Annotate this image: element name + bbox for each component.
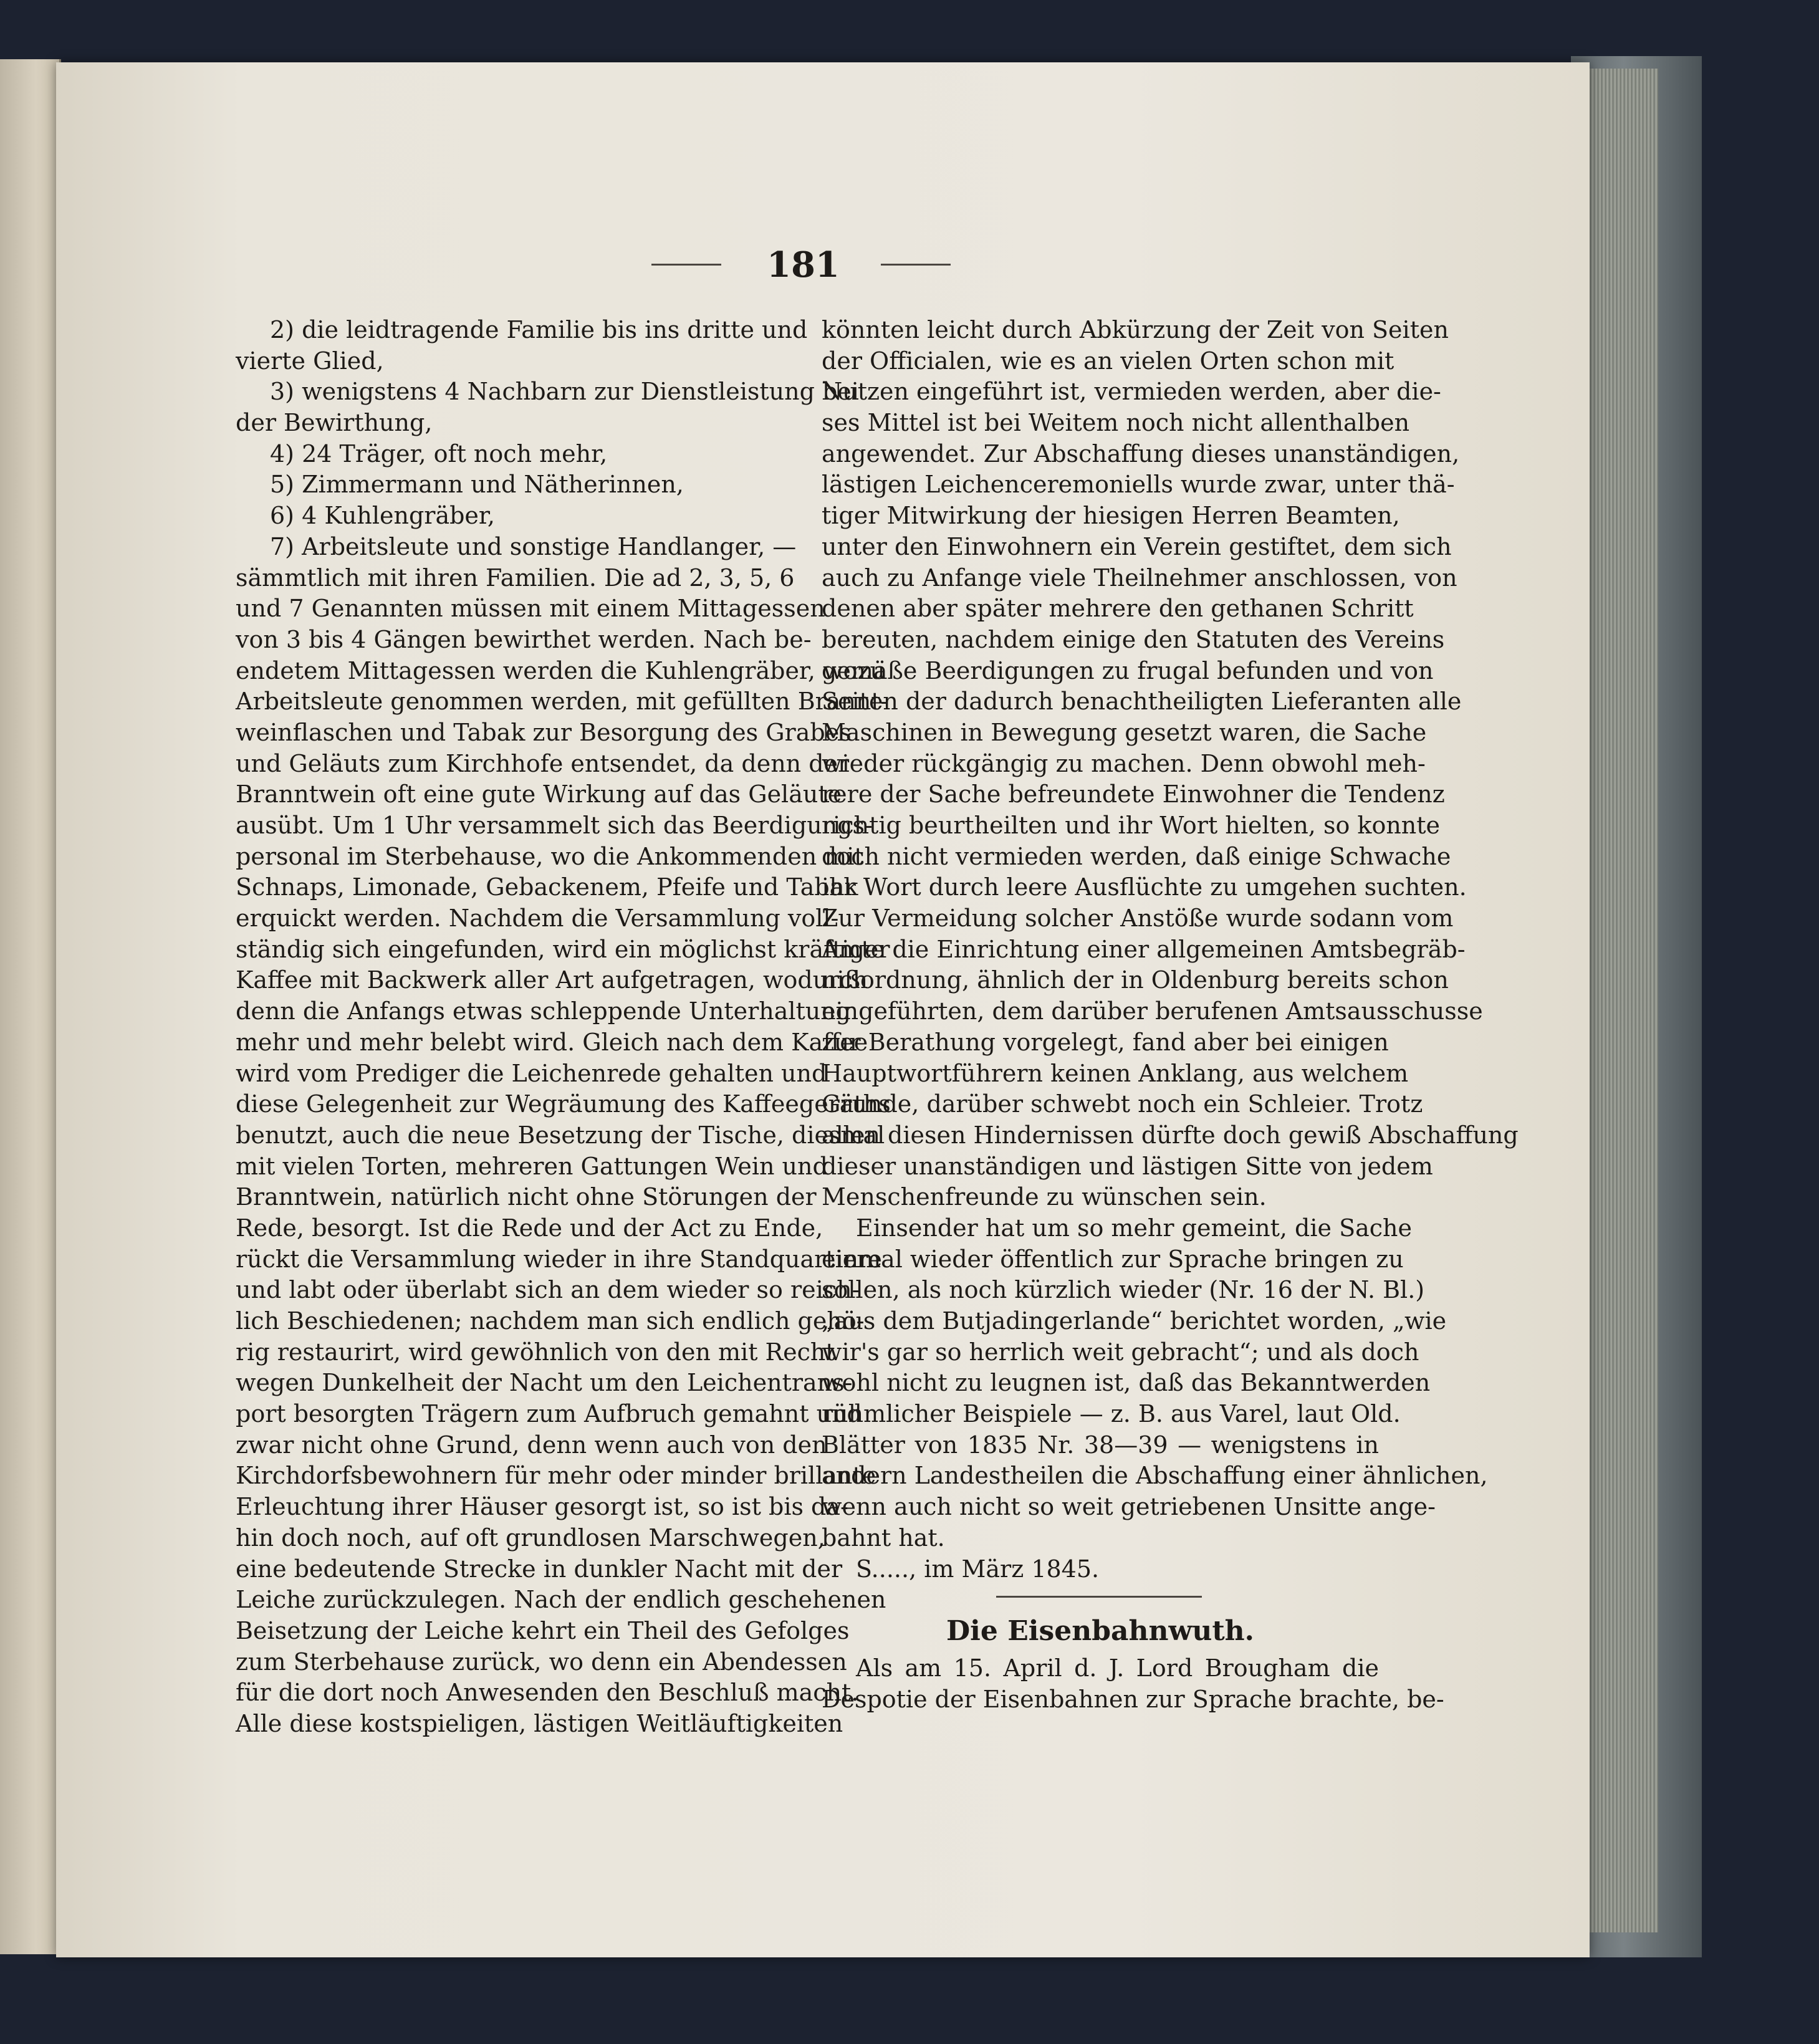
text-line: personal im Sterbehause, wo die Ankommenden mit — [236, 842, 864, 870]
text-line: rühmlicher Beispiele — z. B. aus Varel, laut Old. — [822, 1400, 1401, 1428]
text-line: denen aber später mehrere den gethanen Schritt — [822, 595, 1414, 623]
text-line: auch zu Anfange viele Theilnehmer anschlossen, von — [822, 564, 1457, 592]
text-line: Blätter von 1835 Nr. 38—39 — wenigstens in — [822, 1431, 1379, 1459]
text-line: wegen Dunkelheit der Nacht um den Leichentrans- — [236, 1369, 853, 1397]
text-line: nißordnung, ähnlich der in Oldenburg bereits schon — [822, 966, 1449, 994]
text-line: richtig beurtheilten und ihr Wort hielten, so konnte — [822, 812, 1441, 839]
page-number: 181 — [767, 244, 840, 285]
text-line: wenn auch nicht so weit getriebenen Unsitte ange- — [822, 1493, 1436, 1521]
text-line: von 3 bis 4 Gängen bewirthet werden. Nach be- — [236, 625, 812, 653]
text-line: Grunde, darüber schwebt noch ein Schleier. Trotz — [822, 1090, 1423, 1118]
text-line: „aus dem Butjadingerlande“ berichtet worden, „wie — [822, 1307, 1447, 1335]
text-line: zur Berathung vorgelegt, fand aber bei einigen — [822, 1028, 1389, 1056]
text-line: Zur Vermeidung solcher Anstöße wurde sodann vom — [822, 904, 1454, 933]
text-line: eine bedeutende Strecke in dunkler Nacht mit der — [236, 1555, 843, 1583]
text-line: wohl nicht zu leugnen ist, daß das Bekanntwerden — [822, 1369, 1431, 1397]
text-line: allen diesen Hindernissen dürfte doch gewiß Abschaffung — [822, 1121, 1519, 1149]
text-line: diese Gelegenheit zur Wegräumung des Kaffeegeräths — [236, 1090, 891, 1118]
left-page-edge — [0, 59, 61, 1954]
text-line: Einsender hat um so mehr gemeint, die Sache — [856, 1214, 1413, 1242]
text-line: rere der Sache befreundete Einwohner die Tendenz — [822, 780, 1445, 808]
text-line: eingeführten, dem darüber berufenen Amtsausschusse — [822, 997, 1483, 1025]
text-line: tiger Mitwirkung der hiesigen Herren Beamten, — [822, 502, 1400, 530]
text-line: wieder rückgängig zu machen. Denn obwohl meh- — [822, 749, 1426, 777]
text-line: 6) 4 Kuhlengräber, — [270, 502, 495, 530]
text-line: Erleuchtung ihrer Häuser gesorgt ist, so ist bis da- — [236, 1493, 848, 1521]
text-line: weinflaschen und Tabak zur Besorgung des Grabes — [236, 718, 852, 746]
text-line: denn die Anfangs etwas schleppende Unterhaltung — [236, 997, 852, 1025]
text-line: wir's gar so herrlich weit gebracht“; und als doch — [822, 1338, 1419, 1366]
text-line: 5) Zimmermann und Nätherinnen, — [270, 471, 684, 499]
text-line: Amte die Einrichtung einer allgemeinen Amtsbegräb- — [822, 935, 1466, 963]
text-line: zum Sterbehause zurück, wo denn ein Abendessen — [236, 1648, 847, 1676]
text-line: Kaffee mit Backwerk aller Art aufgetragen, wodurch — [236, 966, 868, 994]
text-line: Branntwein, natürlich nicht ohne Störungen der — [236, 1183, 817, 1211]
text-line: ständig sich eingefunden, wird ein möglichst kräftiger — [236, 935, 890, 963]
text-line: ses Mittel ist bei Weitem noch nicht allenthalben — [822, 409, 1410, 437]
text-line: Seiten der dadurch benachtheiligten Lieferanten alle — [822, 688, 1462, 716]
text-line: Maschinen in Bewegung gesetzt waren, die Sache — [822, 718, 1427, 746]
text-line: 7) Arbeitsleute und sonstige Handlanger, — — [270, 532, 797, 560]
text-line: rückt die Versammlung wieder in ihre Standquartiere — [236, 1245, 882, 1273]
text-line: Hauptwortführern keinen Anklang, aus welchem — [822, 1059, 1409, 1087]
text-line: sämmtlich mit ihren Familien. Die ad 2, 3, 5, 6 — [236, 564, 795, 592]
text-line: Branntwein oft eine gute Wirkung auf das Geläute — [236, 780, 842, 808]
header-rule-right — [881, 264, 951, 266]
text-line: gemäße Beerdigungen zu frugal befunden und von — [822, 656, 1434, 684]
text-line: lich Beschiedenen; nachdem man sich endlich gehö- — [236, 1307, 865, 1335]
text-line: lästigen Leichenceremoniells wurde zwar, unter thä- — [822, 471, 1455, 499]
page-edges — [1583, 69, 1658, 1932]
text-line: der Officialen, wie es an vielen Orten schon mit — [822, 347, 1394, 375]
text-line: ihr Wort durch leere Ausflüchte zu umgehen suchten. — [822, 873, 1467, 901]
text-line: mit vielen Torten, mehreren Gattungen Wein und — [236, 1152, 828, 1180]
text-line: andern Landestheilen die Abschaffung einer ähnlichen, — [822, 1462, 1488, 1490]
text-line: angewendet. Zur Abschaffung dieses unanständigen, — [822, 439, 1460, 468]
text-line: Menschenfreunde zu wünschen sein. — [822, 1183, 1267, 1211]
text-line: Kirchdorfsbewohnern für mehr oder minder brillante — [236, 1462, 876, 1490]
text-line: dieser unanständigen und lästigen Sitte von jedem — [822, 1152, 1433, 1180]
text-line: Beisetzung der Leiche kehrt ein Theil des Gefolges — [236, 1616, 850, 1644]
text-line: 2) die leidtragende Familie bis ins dritte und — [270, 316, 808, 343]
text-line: Arbeitsleute genommen werden, mit gefüllten Brannt- — [236, 688, 889, 716]
section-divider — [822, 1585, 1379, 1610]
text-line: doch nicht vermieden werden, daß einige Schwache — [822, 842, 1451, 870]
text-line: hin doch noch, auf oft grundlosen Marschwegen, — [236, 1523, 825, 1552]
text-line: 3) wenigstens 4 Nachbarn zur Dienstleistung bei — [270, 378, 859, 406]
text-line: endetem Mittagessen werden die Kuhlengräber, wozu — [236, 656, 885, 684]
text-line: und labt oder überlabt sich an dem wieder so reich- — [236, 1276, 860, 1304]
text-line: 4) 24 Träger, oft noch mehr, — [270, 439, 608, 468]
text-line: vierte Glied, — [236, 347, 384, 375]
text-line: wird vom Prediger die Leichenrede gehalten und — [236, 1059, 827, 1087]
text-line: benutzt, auch die neue Besetzung der Tische, diesmal — [236, 1121, 885, 1149]
text-line: Alle diese kostspieligen, lästigen Weitläuftigkeiten — [236, 1709, 843, 1737]
text-line: ausübt. Um 1 Uhr versammelt sich das Beerdigungs- — [236, 812, 873, 839]
article-title: Die Eisenbahnwuth. — [946, 1615, 1254, 1648]
text-line: Leiche zurückzulegen. Nach der endlich geschehenen — [236, 1586, 886, 1614]
text-line: und Geläuts zum Kirchhofe entsendet, da denn der — [236, 749, 850, 777]
text-line: sollen, als noch kürzlich wieder (Nr. 16 der N. Bl.) — [822, 1276, 1425, 1304]
header-rule-left — [651, 264, 721, 266]
signature: S....., im März 1845. — [856, 1555, 1100, 1583]
text-line: bahnt hat. — [822, 1523, 945, 1552]
text-line: Despotie der Eisenbahnen zur Sprache brachte, be- — [822, 1685, 1444, 1713]
text-line: unter den Einwohnern ein Verein gestiftet, dem sich — [822, 532, 1452, 560]
text-line: Rede, besorgt. Ist die Rede und der Act zu Ende, — [236, 1214, 823, 1242]
right-column — [822, 315, 1519, 1715]
text-line: für die dort noch Anwesenden den Beschluß macht. — [236, 1679, 859, 1707]
text-line: mehr und mehr belebt wird. Gleich nach dem Kaffee — [236, 1028, 868, 1056]
text-line: rig restaurirt, wird gewöhnlich von den mit Recht — [236, 1338, 835, 1366]
text-line: port besorgten Trägern zum Aufbruch gemahnt und — [236, 1400, 862, 1428]
text-line: Als am 15. April d. J. Lord Brougham die — [856, 1654, 1379, 1682]
text-line: könnten leicht durch Abkürzung der Zeit von Seiten — [822, 316, 1449, 343]
text-line: und 7 Genannten müssen mit einem Mittagessen — [236, 595, 825, 623]
text-line: Nutzen eingeführt ist, vermieden werden, aber die- — [822, 378, 1441, 406]
text-line: erquickt werden. Nachdem die Versammlung voll- — [236, 904, 839, 933]
text-line: Schnaps, Limonade, Gebackenem, Pfeife und Tabak — [236, 873, 858, 901]
text-line: der Bewirthung, — [236, 409, 433, 437]
text-line: zwar nicht ohne Grund, denn wenn auch von den — [236, 1431, 827, 1459]
text-line: einmal wieder öffentlich zur Sprache bringen zu — [822, 1245, 1404, 1273]
text-line: bereuten, nachdem einige den Statuten des Vereins — [822, 625, 1445, 653]
